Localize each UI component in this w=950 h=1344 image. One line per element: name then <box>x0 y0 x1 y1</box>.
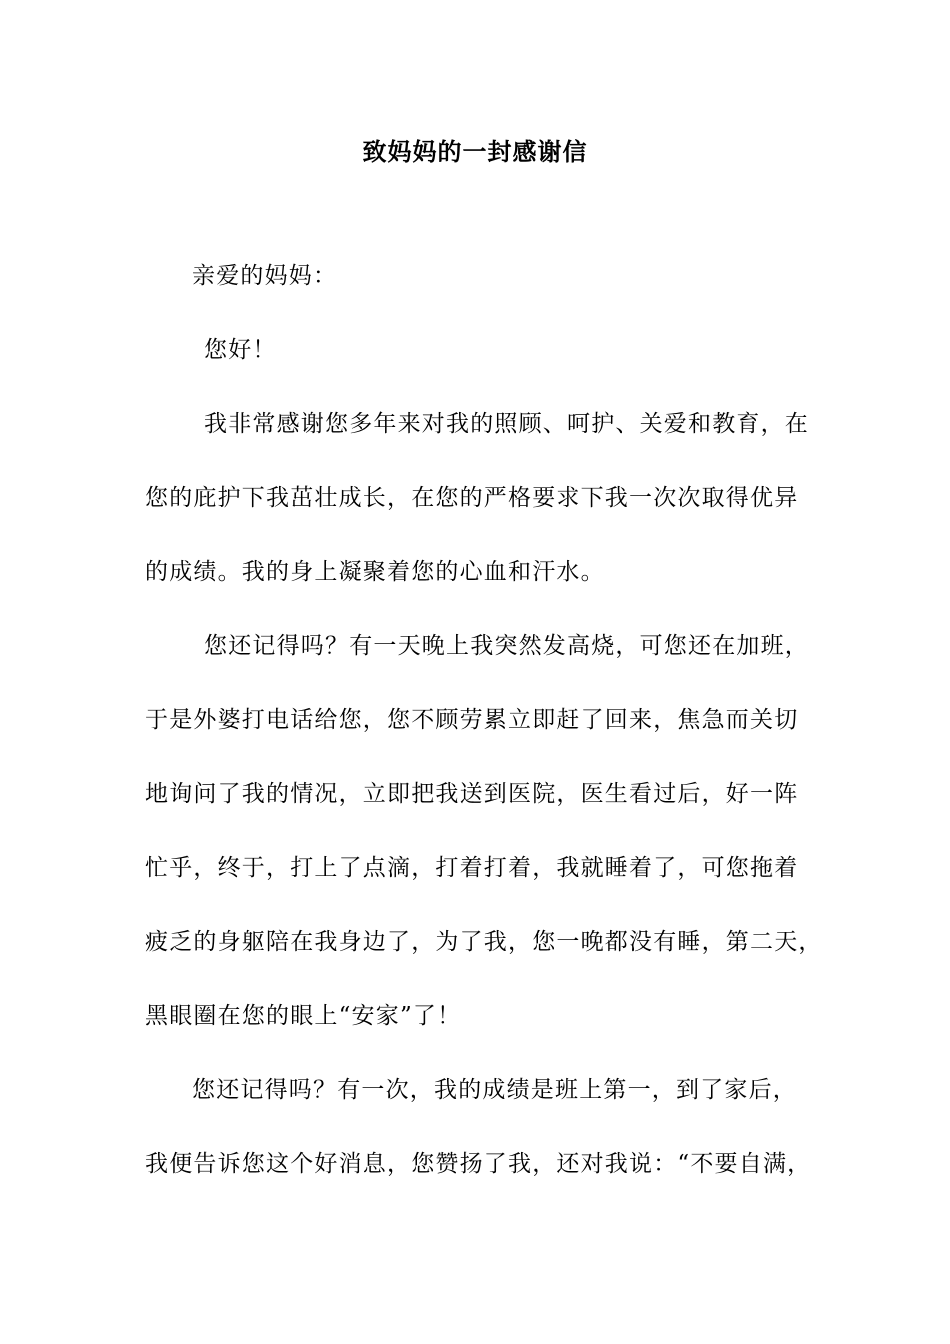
letter-title: 致妈妈的一封感谢信 <box>362 137 588 166</box>
paragraph-line: 您还记得吗？有一天晚上我突然发高烧，可您还在加班， <box>204 633 809 659</box>
paragraph-line: 您还记得吗？有一次，我的成绩是班上第一，到了家后， <box>192 1077 797 1103</box>
paragraph-line: 黑眼圈在您的眼上“安家”了！ <box>145 1003 462 1029</box>
paragraph-line: 我便告诉您这个好消息，您赞扬了我，还对我说：“不要自满， <box>145 1151 812 1177</box>
paragraph-line: 疲乏的身躯陪在我身边了，为了我，您一晚都没有睡，第二天， <box>145 929 823 955</box>
greeting: 您好！ <box>204 337 277 363</box>
paragraph-line: 于是外婆打电话给您，您不顾劳累立即赶了回来，焦急而关切 <box>145 707 799 733</box>
paragraph-line: 地询问了我的情况，立即把我送到医院，医生看过后，好一阵 <box>145 781 799 807</box>
paragraph-line: 我非常感谢您多年来对我的照顾、呵护、关爱和教育，在 <box>204 411 809 437</box>
salutation: 亲爱的妈妈： <box>192 263 338 289</box>
paragraph-line: 的成绩。我的身上凝聚着您的心血和汗水。 <box>145 559 605 585</box>
paragraph-line: 您的庇护下我茁壮成长，在您的严格要求下我一次次取得优异 <box>145 485 799 511</box>
paragraph-line: 忙乎，终于，打上了点滴，打着打着，我就睡着了，可您拖着 <box>145 855 799 881</box>
